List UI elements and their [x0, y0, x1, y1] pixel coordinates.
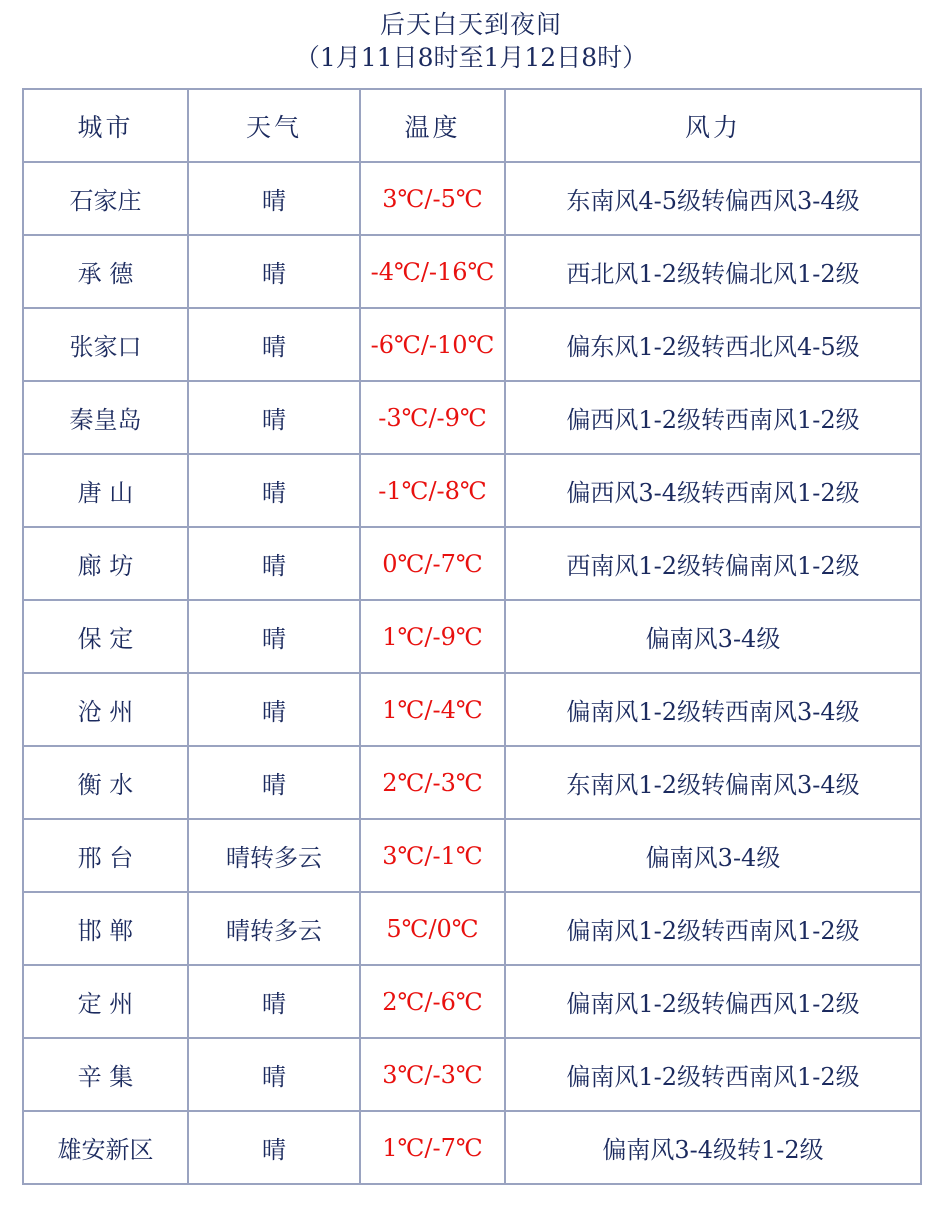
cell-city: 石家庄 [23, 162, 188, 235]
title-subtitle: （1月11日8时至1月12日8时） [294, 43, 648, 72]
cell-wind: 偏南风3-4级转1-2级 [505, 1111, 921, 1184]
table-row [23, 600, 921, 673]
table-row [23, 235, 921, 308]
table-row [23, 746, 921, 819]
cell-temperature: 3℃/-1℃ [360, 819, 505, 892]
cell-temperature: -6℃/-10℃ [360, 308, 505, 381]
cell-wind: 西南风1-2级转偏南风1-2级 [505, 527, 921, 600]
table-row [23, 454, 921, 527]
cell-city: 辛 集 [23, 1038, 188, 1111]
cell-weather: 晴 [188, 381, 360, 454]
cell-temperature: 1℃/-7℃ [360, 1111, 505, 1184]
cell-weather: 晴 [188, 600, 360, 673]
table-row [23, 527, 921, 600]
column-header-weather: 天气 [188, 89, 360, 162]
cell-wind: 西北风1-2级转偏北风1-2级 [505, 235, 921, 308]
cell-weather: 晴 [188, 454, 360, 527]
cell-weather: 晴 [188, 235, 360, 308]
table-row [23, 673, 921, 746]
cell-city: 邢 台 [23, 819, 188, 892]
cell-city: 张家口 [23, 308, 188, 381]
cell-temperature: 5℃/0℃ [360, 892, 505, 965]
table-header-row [23, 89, 921, 162]
table-row [23, 892, 921, 965]
cell-wind: 东南风1-2级转偏南风3-4级 [505, 746, 921, 819]
cell-wind: 偏西风3-4级转西南风1-2级 [505, 454, 921, 527]
cell-temperature: 3℃/-5℃ [360, 162, 505, 235]
cell-temperature: 1℃/-9℃ [360, 600, 505, 673]
cell-city: 衡 水 [23, 746, 188, 819]
cell-weather: 晴 [188, 965, 360, 1038]
cell-temperature: 1℃/-4℃ [360, 673, 505, 746]
column-header-wind: 风力 [505, 89, 921, 162]
cell-temperature: 2℃/-3℃ [360, 746, 505, 819]
cell-wind: 东南风4-5级转偏西风3-4级 [505, 162, 921, 235]
cell-weather: 晴 [188, 1111, 360, 1184]
column-header-city: 城市 [23, 89, 188, 162]
cell-weather: 晴 [188, 673, 360, 746]
cell-city: 保 定 [23, 600, 188, 673]
table-row [23, 819, 921, 892]
weather-table-container [0, 74, 942, 1203]
cell-wind: 偏南风1-2级转西南风3-4级 [505, 673, 921, 746]
cell-city: 沧 州 [23, 673, 188, 746]
table-row [23, 965, 921, 1038]
weather-table [22, 88, 922, 1185]
cell-city: 秦皇岛 [23, 381, 188, 454]
cell-city: 廊 坊 [23, 527, 188, 600]
cell-temperature: -3℃/-9℃ [360, 381, 505, 454]
cell-temperature: 2℃/-6℃ [360, 965, 505, 1038]
cell-weather: 晴 [188, 527, 360, 600]
table-header [23, 89, 921, 162]
title-main: 后天白天到夜间 [379, 10, 562, 39]
cell-wind: 偏南风1-2级转西南风1-2级 [505, 1038, 921, 1111]
table-row [23, 381, 921, 454]
column-header-temperature: 温度 [360, 89, 505, 162]
page-title [0, 8, 942, 74]
cell-city: 定 州 [23, 965, 188, 1038]
cell-city: 雄安新区 [23, 1111, 188, 1184]
cell-city: 承 德 [23, 235, 188, 308]
cell-city: 邯 郸 [23, 892, 188, 965]
cell-wind: 偏东风1-2级转西北风4-5级 [505, 308, 921, 381]
cell-temperature: -4℃/-16℃ [360, 235, 505, 308]
table-row [23, 162, 921, 235]
cell-temperature: -1℃/-8℃ [360, 454, 505, 527]
cell-wind: 偏南风1-2级转偏西风1-2级 [505, 965, 921, 1038]
cell-city: 唐 山 [23, 454, 188, 527]
cell-weather: 晴转多云 [188, 819, 360, 892]
cell-wind: 偏南风1-2级转西南风1-2级 [505, 892, 921, 965]
cell-weather: 晴 [188, 1038, 360, 1111]
table-row [23, 1038, 921, 1111]
cell-weather: 晴 [188, 746, 360, 819]
cell-temperature: 0℃/-7℃ [360, 527, 505, 600]
cell-temperature: 3℃/-3℃ [360, 1038, 505, 1111]
cell-weather: 晴 [188, 308, 360, 381]
table-row [23, 308, 921, 381]
cell-weather: 晴 [188, 162, 360, 235]
table-row [23, 1111, 921, 1184]
cell-weather: 晴转多云 [188, 892, 360, 965]
cell-wind: 偏南风3-4级 [505, 819, 921, 892]
cell-wind: 偏西风1-2级转西南风1-2级 [505, 381, 921, 454]
cell-wind: 偏南风3-4级 [505, 600, 921, 673]
table-body [23, 162, 921, 1184]
